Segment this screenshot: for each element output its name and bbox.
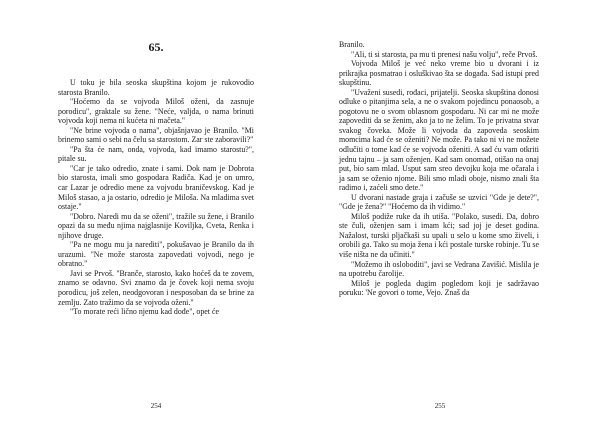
paragraph: Vojvoda Miloš je već neko vreme bio u dvorani i iz prikrajka posmatrao i osluškivao šta se događa. Sad istupi pred skupštinu.: [339, 59, 539, 88]
paragraph: "Pa ne mogu mu ja narediti", pokušavao je Branilo da ih urazumi. "Ne može starosta zapovedati vojvodi, nego je obratno.": [58, 240, 254, 269]
paragraph: "Pa šta će nam, onda, vojvoda, kad imamo starostu?", pitale su.: [58, 144, 254, 164]
page-number-right: 255: [434, 402, 446, 410]
left-text-column: [58, 78, 254, 317]
paragraph: "Car je tako odredio, znate i sami. Dok nam je Dobrota bio starosta, imali smo gospodara Radiča. Kad je on umro, car Lazar je odredio mene za vojvodu braničevskog. Kad je Miloš stasao, a ja ostario, odredio je Miloša. Na mladima svet ostaje.": [58, 163, 254, 212]
paragraph: U toku je bila seoska skupština kojom je rukovodio starosta Branilo.: [58, 78, 254, 97]
paragraph: Miloš je pogleda dugim pogledom koji je sadržavao poruku: 'Ne govori o tome, Vejo. Znaš da: [339, 278, 539, 298]
paragraph: U dvorani nastade graja i začuše se uzvici "Gde je dete?", "Gde je žena?" "Hoćemo da ih vidimo.": [339, 192, 539, 212]
right-page: [300, 0, 600, 424]
paragraph: "Ne brine vojvoda o nama", objašnjavao je Branilo. "Mi brinemo sami o sebi na čelu sa starostom. Zar ste zaboravili?": [58, 125, 254, 145]
page-number-left: 254: [150, 402, 162, 410]
paragraph: "Ali, ti si starosta, pa mu ti prenesi našu volju", reče Prvoš.: [351, 49, 538, 59]
paragraph: Branilo.: [339, 40, 365, 49]
chapter-heading: 65.: [148, 40, 164, 54]
paragraph: Miloš podiže ruke da ih utiša. "Polako, susedi. Da, dobro ste čuli, oženjen sam i imam kći; sad joj je deset godina. Nažalost, turski pljačkaši su upali u selo u kome smo živeli, i orobili ga. Tako su moja žena i kći postale turske robinje. Tu se više ništa ne da učiniti.": [339, 211, 539, 260]
right-text-column: [339, 40, 539, 298]
paragraph: "Možemo ih osloboditi", javi se Vedrana Zavišić. Mislila je na upotrebu čarolije.: [339, 259, 539, 279]
paragraph: Javi se Prvoš. "Branče, starosto, kako hoćeš da te zovem, znamo se odavno. Svi znamo da je čovek koji nema svoju porodicu, još zelen, neodgovoran i nesposoban da se brine za zemlju. Zato tražimo da se vojvoda oženi.": [58, 268, 254, 307]
paragraph: "To morate reći lično njemu kad dođe", opet će: [70, 307, 219, 317]
paragraph: "Uvaženi susedi, rođaci, prijatelji. Seoska skupština donosi odluke o pitanjima sela, a ne o svakom pojedincu ponaosob, a pogotovu ne o svom oblasnom gospodaru. Ni car mi ne može zapovediti da se ženim, ako ja to ne želim. To je privatna stvar svakog čoveka. Može li vojvoda da zapoveda seoskim momcima kad će se oženiti? Ne može. Pa tako ni vi ne možete odlučiti o tome kad će se vojvoda oženiti. A sad ću vam otkriti jednu tajnu – ja sam oženjen. Kad sam onomad, otišao na onaj put, bio sam mlad. Usput sam sreo devojku koja me očarala i ja sam se oženio njome. Bili smo mladi oboje, nismo znali šta radimo i, zaćeli smo dete.": [339, 87, 539, 193]
paragraph: "Dobro. Naredi mu da se oženi", tražile su žene, i Branilo opazi da su među njima najglasnije Koviljka, Cveta, Renka i njihove druge.: [58, 211, 254, 240]
paragraph: "Hoćemo da se vojvoda Miloš oženi, da zasnuje porodicu", graktale su žene. "Neće, valjda, o nama brinuti vojvoda koji nema ni kućeta ni mačeta.": [58, 97, 254, 126]
